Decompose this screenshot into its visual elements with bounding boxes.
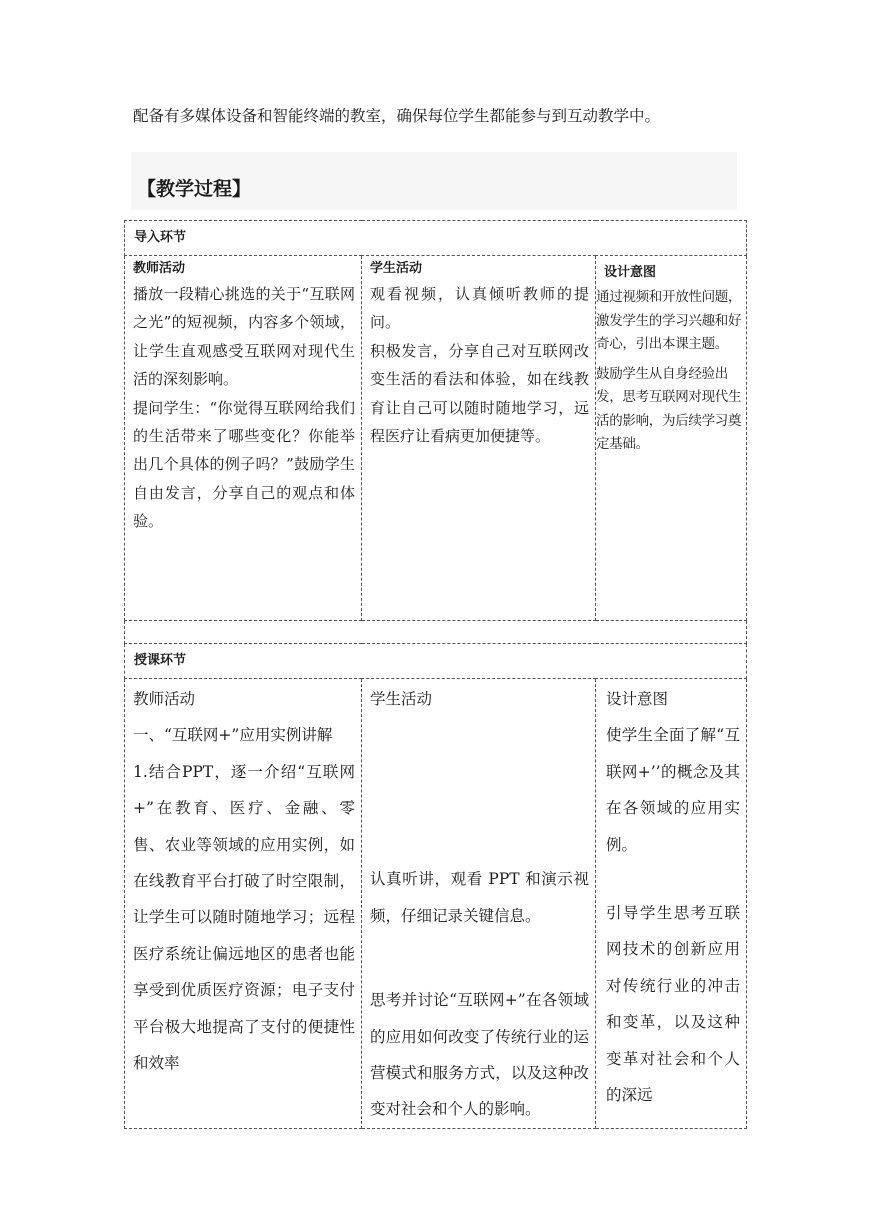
teacher-activity-cell [125, 256, 362, 621]
section-row-lecture [125, 644, 747, 679]
teacher-activity-text: 提问学生：“你觉得互联网给我们的生活带来了哪些变化？你能举出几个具体的例子吗？”鼓励学生自由发言，分享自己的观点和体验。 [133, 398, 355, 531]
design-intent-header: 设计意图 [606, 690, 669, 708]
student-activity-text: 积极发言，分享自己对互联网改变生活的看法和体验，如在线教育让自己可以随时随地学习，远程医疗让看病更加便捷等。 [370, 341, 589, 446]
teacher-activity-cell [125, 679, 362, 1129]
section-row-intro [125, 221, 747, 256]
design-intent-text: 通过视频和开放性问题，激发学生的学习兴趣和好奇心，引出本课主题。 [596, 289, 742, 352]
design-intent-cell [596, 256, 747, 621]
blank-cell [125, 621, 747, 644]
design-intent-text: 使学生全面了解“互联网+’’的概念及其在各领域的应用实例。 [606, 726, 740, 854]
student-activity-header: 学生活动 [370, 261, 423, 276]
section-label-intro: 导入环节 [125, 221, 747, 256]
student-activity-cell [362, 256, 596, 621]
activity-row-lecture [125, 679, 747, 1129]
section-heading [131, 152, 737, 210]
teacher-activity-header: 教师活动 [133, 690, 196, 708]
teacher-activity-text: 播放一段精心挑选的关于“互联网之光”的短视频，内容多个领域，让学生直观感受互联网对现代生活的深刻影响。 [133, 285, 355, 389]
teacher-activity-text: 一、“互联网+”应用实例讲解 [133, 726, 333, 745]
student-activity-text: 认真听讲，观看 PPT 和演示视频，仔细记录关键信息。 [370, 870, 589, 925]
teacher-activity-header: 教师活动 [133, 261, 186, 276]
section-label-lecture: 授课环节 [125, 644, 747, 679]
design-intent-text: 引导学生思考互联网技术的创新应用对传统行业的冲击和变革，以及这种变革对社会和个人的深远 [606, 904, 740, 1105]
blank-separator-row [125, 621, 747, 644]
student-activity-cell [362, 679, 596, 1129]
student-activity-text: 观看视频，认真倾听教师的提问。 [370, 285, 589, 332]
teacher-activity-text: 1.结合PPT，逐一介绍“互联网+”在教育、医疗、金融、零售、农业等领域的应用实例，如在线教育平台打破了时空限制，让学生可以随时随地学习；远程医疗系统让偏远地区的患者也能享受到优质医疗资源；电子支付平台极大地提高了支付的便捷性和效率 [133, 762, 355, 1073]
student-activity-text: 思考并讨论“互联网+”在各领域的应用如何改变了传统行业的运营模式和服务方式，以及这种改变对社会和个人的影响。 [370, 991, 589, 1119]
design-intent-header: 设计意图 [604, 265, 657, 280]
teaching-process-table [124, 220, 747, 1129]
design-intent-cell [596, 679, 747, 1129]
intro-paragraph: 配备有多媒体设备和智能终端的教室，确保每位学生都能参与到互动教学中。 [133, 107, 661, 125]
activity-row-intro [125, 256, 747, 621]
section-title: 【教学过程】 [137, 178, 252, 200]
design-intent-text: 鼓励学生从自身经验出发，思考互联网对现代生活的影响，为后续学习奠定基础。 [596, 365, 742, 452]
student-activity-header: 学生活动 [370, 690, 433, 708]
